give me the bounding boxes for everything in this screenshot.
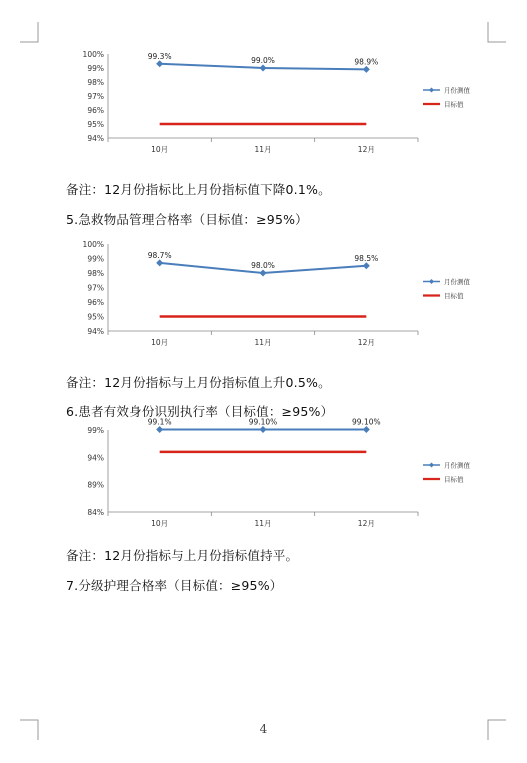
legend-label: 月份测值	[444, 86, 470, 95]
crop-mark-top-right	[486, 22, 508, 44]
y-tick-label: 99%	[87, 64, 104, 73]
heading-6: 6.患者有效身份识别执行率（目标值：≥95%）	[66, 404, 334, 419]
x-tick-label: 11月	[254, 145, 272, 154]
legend-label: 月份测值	[444, 278, 470, 286]
data-point-marker	[260, 270, 267, 277]
data-label: 98.7%	[147, 250, 172, 260]
note-3: 备注：12月份指标与上月份指标值持平。	[66, 548, 299, 563]
x-tick-label: 10月	[151, 338, 169, 347]
chart-2	[78, 238, 470, 353]
legend-label: 目标值	[444, 475, 464, 484]
y-tick-label: 99%	[87, 426, 104, 435]
y-tick-label: 84%	[87, 508, 104, 517]
y-tick-label: 95%	[87, 312, 104, 322]
y-tick-label: 98%	[87, 269, 104, 278]
data-point-marker	[260, 426, 267, 433]
x-tick-label: 10月	[151, 519, 169, 528]
data-point-marker	[363, 66, 370, 73]
data-point-marker	[156, 259, 163, 266]
data-point-marker	[363, 426, 370, 433]
y-tick-label: 96%	[87, 106, 104, 115]
data-label: 99.0%	[251, 56, 275, 65]
data-label: 98.0%	[251, 261, 275, 270]
chart-3-svg	[78, 417, 478, 534]
y-tick-label: 98%	[87, 78, 104, 87]
y-tick-label: 96%	[87, 298, 104, 307]
y-tick-label: 99%	[87, 254, 104, 264]
legend-label: 目标值	[444, 100, 464, 109]
y-tick-label: 100%	[82, 240, 104, 249]
data-point-marker	[156, 426, 163, 433]
legend-label: 月份测值	[444, 461, 470, 470]
note-1: 备注：12月份指标比上月份指标值下降0.1%。	[66, 182, 331, 197]
x-tick-label: 12月	[357, 145, 375, 154]
data-label: 99.1%	[147, 417, 172, 427]
data-point-marker	[260, 65, 267, 72]
data-label: 99.10%	[248, 417, 278, 427]
chart-1	[78, 48, 470, 160]
legend-marker	[429, 463, 434, 468]
x-tick-label: 11月	[254, 338, 272, 347]
data-label: 99.10%	[352, 417, 381, 427]
y-tick-label: 97%	[87, 283, 104, 293]
note-2: 备注：12月份指标与上月份指标值上升0.5%。	[66, 375, 331, 390]
data-label: 98.5%	[354, 253, 379, 263]
x-tick-label: 11月	[254, 519, 272, 528]
legend-marker	[429, 279, 434, 284]
y-tick-label: 94%	[87, 134, 104, 143]
y-tick-label: 94%	[87, 453, 104, 463]
data-label: 98.9%	[354, 57, 379, 67]
x-tick-label: 12月	[357, 519, 375, 528]
y-tick-label: 95%	[87, 120, 104, 129]
x-tick-label: 10月	[151, 145, 169, 154]
y-tick-label: 100%	[82, 50, 104, 59]
y-tick-label: 89%	[87, 480, 104, 490]
y-tick-label: 97%	[87, 92, 104, 101]
x-tick-label: 12月	[357, 338, 375, 347]
crop-mark-top-left	[20, 22, 40, 44]
page-number: 4	[259, 722, 268, 736]
y-tick-label: 94%	[87, 327, 104, 336]
chart-2-svg	[78, 238, 478, 353]
data-point-marker	[363, 262, 370, 269]
chart-3	[78, 417, 470, 534]
data-label: 99.3%	[147, 51, 172, 61]
legend-marker	[429, 88, 434, 93]
heading-7: 7.分级护理合格率（目标值：≥95%）	[66, 578, 283, 593]
data-point-marker	[156, 60, 163, 67]
legend-label: 目标值	[444, 292, 464, 300]
heading-5: 5.急救物品管理合格率（目标值：≥95%）	[66, 212, 308, 227]
chart-1-svg	[78, 48, 478, 160]
